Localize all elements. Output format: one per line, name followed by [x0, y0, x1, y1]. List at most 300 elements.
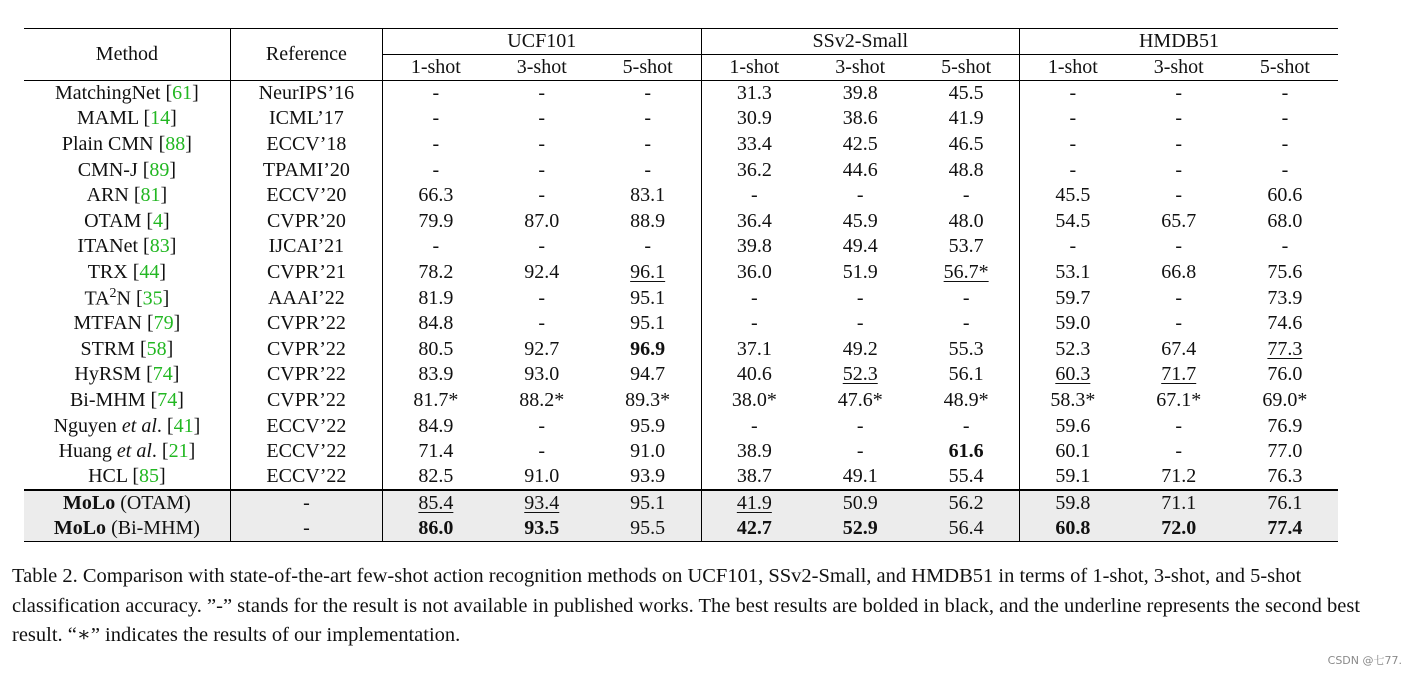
value-cell [1232, 285, 1338, 311]
value-text: 96.1 [630, 260, 666, 283]
value-cell [595, 132, 701, 158]
value-text: 81.7* [413, 388, 459, 411]
value-text: 45.5 [948, 82, 984, 105]
method-cell: $TA^2N$ [35] [24, 285, 230, 311]
value-text: 33.4 [736, 132, 772, 155]
citation-link[interactable]: 88 [165, 132, 186, 155]
value-text: - [538, 414, 546, 437]
value-text: - [856, 312, 864, 335]
our-method-row [24, 490, 1338, 516]
value-cell [1126, 234, 1232, 260]
value-cell [1126, 516, 1232, 542]
value-cell [595, 106, 701, 132]
method-header: Method [24, 29, 230, 81]
method-name: OTAM [84, 209, 142, 232]
citation-link[interactable]: 41 [173, 414, 194, 437]
value-text: - [856, 440, 864, 463]
value-cell [913, 490, 1019, 516]
value-text: 53.1 [1055, 260, 1091, 283]
value-text: 66.3 [418, 184, 454, 207]
method-cell: HyRSM [74] [24, 362, 230, 388]
method-name: Bi-MHM [69, 388, 146, 411]
shot-header: 3-shot [807, 55, 913, 81]
method-cell: MAML [14] [24, 106, 230, 132]
value-cell [1019, 260, 1125, 286]
value-cell [701, 336, 807, 362]
reference-cell: CVPR’20 [230, 208, 382, 234]
group-header-ssv2-small: SSv2-Small [701, 29, 1019, 55]
reference-cell: CVPR’22 [230, 311, 382, 337]
value-cell [807, 311, 913, 337]
value-text: 37.1 [736, 337, 772, 360]
value-cell [489, 157, 595, 183]
method-name: TA [84, 287, 110, 310]
method-cell: OTAM [4] [24, 208, 230, 234]
et-al: et al [116, 440, 152, 463]
value-cell [383, 464, 489, 490]
citation-link[interactable]: 85 [139, 465, 160, 488]
method-name: HyRSM [74, 363, 142, 386]
value-cell [489, 81, 595, 107]
value-text: 84.9 [418, 414, 454, 437]
value-text: - [1281, 132, 1289, 155]
value-cell [1019, 336, 1125, 362]
citation-link[interactable]: 35 [142, 287, 163, 310]
value-cell [595, 490, 701, 516]
method-name-suffix: N [116, 287, 131, 310]
method-cell: HCL [85] [24, 464, 230, 490]
reference-cell: ICML’17 [230, 106, 382, 132]
value-cell [1232, 208, 1338, 234]
reference-cell: ECCV’18 [230, 132, 382, 158]
value-text: - [1175, 107, 1183, 130]
value-cell [701, 490, 807, 516]
value-text: 66.8 [1161, 260, 1197, 283]
method-cell: ITANet [83] [24, 234, 230, 260]
value-text: 86.0 [418, 516, 454, 539]
value-cell [595, 362, 701, 388]
group-header-ucf101: UCF101 [383, 29, 701, 55]
value-cell [383, 490, 489, 516]
value-text: - [432, 158, 440, 181]
value-text: 60.8 [1055, 516, 1091, 539]
value-cell [913, 183, 1019, 209]
value-text: 47.6* [837, 388, 883, 411]
value-cell [595, 439, 701, 465]
value-text: 45.9 [842, 209, 878, 232]
value-cell [701, 439, 807, 465]
value-text: 56.1 [948, 363, 984, 386]
reference-cell: - [230, 490, 382, 516]
value-text: 93.4 [524, 491, 560, 514]
value-text: 59.0 [1055, 312, 1091, 335]
value-cell [595, 183, 701, 209]
value-text: 39.8 [842, 82, 878, 105]
value-cell [1126, 413, 1232, 439]
value-text: 42.5 [842, 132, 878, 155]
value-cell [701, 81, 807, 107]
value-text: 91.0 [630, 440, 666, 463]
value-cell [807, 208, 913, 234]
reference-header: Reference [230, 29, 382, 81]
value-text: 49.2 [842, 337, 878, 360]
value-text: 48.8 [948, 158, 984, 181]
citation-link[interactable]: 89 [149, 158, 170, 181]
value-cell [701, 413, 807, 439]
value-text: - [1175, 235, 1183, 258]
table-row [24, 132, 1338, 158]
citation-link[interactable]: 74 [152, 363, 173, 386]
value-cell [595, 413, 701, 439]
value-cell [1126, 81, 1232, 107]
value-text: - [750, 184, 758, 207]
value-text: - [432, 82, 440, 105]
value-cell [489, 490, 595, 516]
table-row [24, 464, 1338, 490]
value-text: 71.4 [418, 440, 454, 463]
method-name: Huang [58, 440, 112, 463]
value-cell [1232, 490, 1338, 516]
value-text: - [538, 440, 546, 463]
value-text: 77.4 [1267, 516, 1303, 539]
value-text: - [750, 286, 758, 309]
value-text: 52.3 [1055, 337, 1091, 360]
citation-link[interactable]: 58 [146, 337, 167, 360]
value-cell [807, 285, 913, 311]
value-cell [807, 336, 913, 362]
value-cell [1126, 490, 1232, 516]
value-cell [383, 336, 489, 362]
value-text: - [538, 312, 546, 335]
value-text: - [1281, 158, 1289, 181]
value-text: - [1281, 235, 1289, 258]
shot-header: 5-shot [913, 55, 1019, 81]
value-cell [595, 157, 701, 183]
value-text: - [644, 82, 651, 105]
value-cell [1232, 362, 1338, 388]
value-text: - [1175, 440, 1183, 463]
value-text: 76.0 [1267, 363, 1303, 386]
value-cell [383, 132, 489, 158]
value-cell [701, 285, 807, 311]
value-text: 68.0 [1267, 209, 1303, 232]
value-text: - [432, 235, 440, 258]
value-cell [1019, 132, 1125, 158]
value-cell [1019, 490, 1125, 516]
value-text: 83.9 [418, 363, 454, 386]
method-name: (OTAM) [115, 491, 191, 514]
shot-header: 1-shot [383, 55, 489, 81]
method-cell [24, 516, 230, 542]
table-row [24, 362, 1338, 388]
value-cell [701, 311, 807, 337]
value-text: 60.6 [1267, 184, 1303, 207]
value-text: 82.5 [418, 465, 454, 488]
table-row [24, 183, 1338, 209]
value-text: - [1175, 82, 1183, 105]
value-cell [595, 285, 701, 311]
table-row [24, 81, 1338, 107]
value-cell [1019, 362, 1125, 388]
value-cell [595, 208, 701, 234]
value-text: - [644, 235, 651, 258]
value-cell [489, 464, 595, 490]
value-text: 93.5 [524, 516, 560, 539]
value-text: 41.9 [948, 107, 984, 130]
value-cell [595, 464, 701, 490]
value-cell [1126, 362, 1232, 388]
method-cell: STRM [58] [24, 336, 230, 362]
value-cell [1232, 311, 1338, 337]
value-text: - [644, 132, 651, 155]
value-cell [1019, 439, 1125, 465]
method-cell [24, 490, 230, 516]
value-cell [1019, 106, 1125, 132]
value-text: 79.9 [418, 209, 454, 232]
value-text: 81.9 [418, 286, 454, 309]
value-cell [383, 234, 489, 260]
citation-link[interactable]: 74 [157, 388, 178, 411]
method-cell: Nguyen et al. [41] [24, 413, 230, 439]
value-text: 76.1 [1267, 491, 1303, 514]
reference-cell: ECCV’22 [230, 464, 382, 490]
value-text: - [1281, 107, 1289, 130]
value-text: 38.6 [842, 107, 878, 130]
et-al: et al [121, 414, 157, 437]
value-text: 54.5 [1055, 209, 1091, 232]
reference-cell: CVPR’21 [230, 260, 382, 286]
value-text: 46.5 [948, 132, 984, 155]
value-cell [807, 157, 913, 183]
value-text: 84.8 [418, 312, 454, 335]
value-text: 59.1 [1055, 465, 1091, 488]
value-cell [1019, 234, 1125, 260]
value-cell [1232, 157, 1338, 183]
value-cell [701, 234, 807, 260]
value-text: 87.0 [524, 209, 560, 232]
value-cell [913, 106, 1019, 132]
method-name-bold: MoLo [62, 491, 116, 514]
shot-header: 3-shot [489, 55, 595, 81]
method-cell: MatchingNet [61] [24, 81, 230, 107]
value-text: - [1069, 132, 1077, 155]
shot-header: 1-shot [1019, 55, 1125, 81]
value-text: 75.6 [1267, 260, 1303, 283]
value-text: 49.4 [842, 235, 878, 258]
value-text: - [962, 312, 970, 335]
value-cell [1232, 106, 1338, 132]
value-cell [913, 234, 1019, 260]
value-text: 78.2 [418, 260, 454, 283]
value-cell [913, 208, 1019, 234]
value-text: 89.3* [625, 388, 671, 411]
citation-link[interactable]: 79 [153, 312, 174, 335]
value-cell [1126, 388, 1232, 414]
value-text: 71.1 [1161, 491, 1197, 514]
value-text: 55.3 [948, 337, 984, 360]
citation-link[interactable]: 44 [139, 260, 160, 283]
method-name: Plain CMN [61, 132, 154, 155]
value-text: - [1175, 184, 1183, 207]
value-text: - [1175, 414, 1183, 437]
value-cell [383, 183, 489, 209]
value-text: 52.3 [842, 363, 878, 386]
table-caption: Table 2. Comparison with state-of-the-art few-shot action recognition methods on UCF101, SSv2-Small, and HMDB51 in terms of 1-shot, 3-shot, and 5-shot classification accuracy. ”-” stands for the result is not available in published works. The best results are bolded in black, and the underline represents the second best result. “∗” indicates the results of our implementation. [12, 565, 1361, 646]
shot-header: 1-shot [701, 55, 807, 81]
value-cell [913, 439, 1019, 465]
value-cell [807, 183, 913, 209]
table-row [24, 106, 1338, 132]
value-text: - [1175, 132, 1183, 155]
value-cell [807, 362, 913, 388]
value-text: 93.0 [524, 363, 560, 386]
value-text: - [1069, 235, 1077, 258]
value-text: 95.1 [630, 312, 666, 335]
value-cell [807, 388, 913, 414]
value-text: 76.9 [1267, 414, 1303, 437]
value-text: 56.7* [943, 260, 989, 283]
reference-cell: CVPR’22 [230, 336, 382, 362]
value-text: 48.0 [948, 209, 984, 232]
value-cell [489, 413, 595, 439]
value-cell [913, 362, 1019, 388]
value-cell [1019, 464, 1125, 490]
value-text: - [962, 286, 970, 309]
value-text: 31.3 [736, 82, 772, 105]
value-cell [1232, 336, 1338, 362]
value-text: - [750, 414, 758, 437]
value-cell [701, 106, 807, 132]
value-cell [701, 157, 807, 183]
value-text: 67.4 [1161, 337, 1197, 360]
value-text: 58.3* [1050, 388, 1096, 411]
value-cell [383, 208, 489, 234]
value-text: - [538, 184, 546, 207]
reference-cell: - [230, 516, 382, 542]
value-text: - [1069, 107, 1077, 130]
citation-link[interactable]: 14 [150, 107, 171, 130]
citation-link[interactable]: 4 [153, 209, 164, 232]
citation-link[interactable]: 83 [149, 235, 170, 258]
reference-cell: AAAI’22 [230, 285, 382, 311]
value-cell [489, 439, 595, 465]
method-name: MTFAN [73, 312, 142, 335]
value-cell [913, 464, 1019, 490]
value-text: 36.2 [736, 158, 772, 181]
value-text: 55.4 [948, 465, 984, 488]
value-text: - [644, 158, 651, 181]
value-text: 74.6 [1267, 312, 1303, 335]
table-row [24, 439, 1338, 465]
value-text: 95.1 [630, 491, 666, 514]
method-name: (Bi-MHM) [106, 516, 200, 539]
value-text: - [538, 286, 546, 309]
method-cell: Bi-MHM [74] [24, 388, 230, 414]
citation-link[interactable]: 21 [168, 440, 189, 463]
value-text: 38.9 [736, 440, 772, 463]
value-text: 95.9 [630, 414, 666, 437]
value-text: 77.0 [1267, 440, 1303, 463]
value-text: 77.3 [1267, 337, 1303, 360]
value-cell [1126, 285, 1232, 311]
value-cell [1232, 132, 1338, 158]
value-cell [913, 81, 1019, 107]
value-text: - [432, 132, 440, 155]
value-text: 39.8 [736, 235, 772, 258]
value-text: - [432, 107, 440, 130]
method-cell: Huang et al. [21] [24, 439, 230, 465]
value-cell [489, 362, 595, 388]
citation-link[interactable]: 61 [172, 82, 193, 105]
value-text: 60.1 [1055, 440, 1091, 463]
watermark: CSDN @七77. [1327, 654, 1402, 667]
method-name: HCL [88, 465, 128, 488]
value-cell [807, 234, 913, 260]
value-cell [1126, 132, 1232, 158]
value-cell [489, 336, 595, 362]
value-cell [383, 413, 489, 439]
method-cell: Plain CMN [88] [24, 132, 230, 158]
citation-link[interactable]: 81 [140, 184, 161, 207]
table-row [24, 157, 1338, 183]
value-cell [489, 260, 595, 286]
value-text: 92.4 [524, 260, 560, 283]
value-text: 71.7 [1161, 363, 1197, 386]
our-method-row [24, 516, 1338, 542]
method-cell: TRX [44] [24, 260, 230, 286]
value-cell [489, 183, 595, 209]
value-cell [807, 464, 913, 490]
value-text: 69.0* [1262, 388, 1308, 411]
value-cell [489, 516, 595, 542]
value-cell [913, 285, 1019, 311]
reference-cell: ECCV’22 [230, 439, 382, 465]
value-text: 67.1* [1156, 388, 1202, 411]
value-text: 40.6 [736, 363, 772, 386]
method-cell: ARN [81] [24, 183, 230, 209]
value-cell [807, 132, 913, 158]
value-text: 76.3 [1267, 465, 1303, 488]
value-cell [1232, 234, 1338, 260]
value-text: 51.9 [842, 260, 878, 283]
reference-cell: ECCV’20 [230, 183, 382, 209]
value-cell [807, 490, 913, 516]
value-text: 65.7 [1161, 209, 1197, 232]
value-cell [1232, 81, 1338, 107]
value-text: 96.9 [630, 337, 666, 360]
value-cell [489, 234, 595, 260]
shot-header: 5-shot [595, 55, 701, 81]
value-text: 59.6 [1055, 414, 1091, 437]
method-name: MAML [76, 107, 139, 130]
value-cell [489, 208, 595, 234]
value-text: - [856, 286, 864, 309]
value-text: 59.8 [1055, 491, 1091, 514]
value-text: 36.4 [736, 209, 772, 232]
value-text: 95.5 [630, 516, 666, 539]
value-cell [489, 106, 595, 132]
value-text: 52.9 [842, 516, 878, 539]
value-cell [1126, 336, 1232, 362]
value-text: 60.3 [1055, 363, 1091, 386]
value-cell [701, 362, 807, 388]
value-cell [1019, 81, 1125, 107]
value-text: 36.0 [736, 260, 772, 283]
value-cell [701, 132, 807, 158]
method-superscript: 2 [109, 285, 117, 301]
reference-cell: TPAMI’20 [230, 157, 382, 183]
value-text: - [538, 235, 546, 258]
